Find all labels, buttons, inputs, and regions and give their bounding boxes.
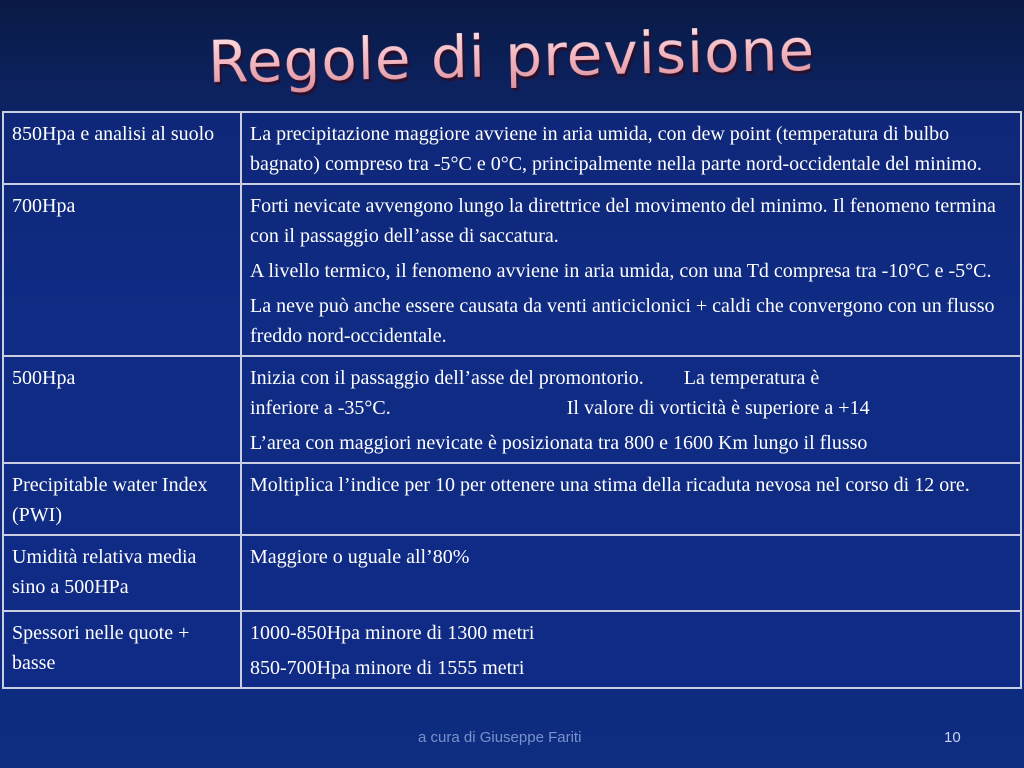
row-paragraph: La precipitazione maggiore avviene in aria umida, con dew point (temperatura di bulbo bagnato) compreso tra -5°C e 0°C, principalmente nella parte nord-occidentale del minimo. xyxy=(250,123,982,175)
row-label: 700Hpa xyxy=(3,184,241,356)
footer-author: a cura di Giuseppe Fariti xyxy=(418,729,582,746)
text-segment: Inizia con il passaggio dell’asse del promontorio. xyxy=(250,367,644,389)
row-paragraph: La neve può anche essere causata da venti anticiclonici + caldi che convergono con un flusso freddo nord-occidentale. xyxy=(250,295,995,347)
rules-table xyxy=(2,111,1022,689)
row-content xyxy=(241,356,1021,463)
row-label: 500Hpa xyxy=(3,356,241,463)
page-number: 10 xyxy=(944,729,961,746)
row-content xyxy=(241,463,1021,535)
text-segment: Il valore di vorticità è superiore a +14 xyxy=(566,397,870,419)
text-segment: La temperatura è xyxy=(683,367,820,389)
table-row xyxy=(3,184,1021,356)
row-content xyxy=(241,112,1021,184)
row-label: Umidità relativa media sino a 500HPa xyxy=(3,535,241,611)
row-paragraph: A livello termico, il fenomeno avviene in aria umida, con una Td compresa tra -10°C e -5°C. xyxy=(250,260,992,282)
row-paragraph: L’area con maggiori nevicate è posizionata tra 800 e 1600 Km lungo il flusso xyxy=(250,432,868,454)
row-label: Spessori nelle quote + basse xyxy=(3,611,241,688)
table-row xyxy=(3,535,1021,611)
row-paragraph: Moltiplica l’indice per 10 per ottenere una stima della ricaduta nevosa nel corso di 12 ore. xyxy=(250,474,970,496)
row-label: Precipitable water Index (PWI) xyxy=(3,463,241,535)
title-area xyxy=(0,0,1024,110)
text-segment: inferiore a -35°C. xyxy=(250,397,391,419)
table-row xyxy=(3,356,1021,463)
table-row xyxy=(3,463,1021,535)
row-content xyxy=(241,184,1021,356)
table-row xyxy=(3,611,1021,688)
table-row xyxy=(3,112,1021,184)
row-paragraph: Forti nevicate avvengono lungo la direttrice del movimento del minimo. Il fenomeno termina con il passaggio dell’asse di saccatura. xyxy=(250,195,996,247)
row-paragraph xyxy=(250,363,1012,423)
row-paragraph: 1000-850Hpa minore di 1300 metri xyxy=(250,622,535,644)
slide-title: Regole di previsione xyxy=(207,15,817,97)
row-paragraph: Maggiore o uguale all’80% xyxy=(250,546,470,568)
row-label: 850Hpa e analisi al suolo xyxy=(3,112,241,184)
row-paragraph: 850-700Hpa minore di 1555 metri xyxy=(250,657,525,679)
row-content xyxy=(241,611,1021,688)
row-content xyxy=(241,535,1021,611)
